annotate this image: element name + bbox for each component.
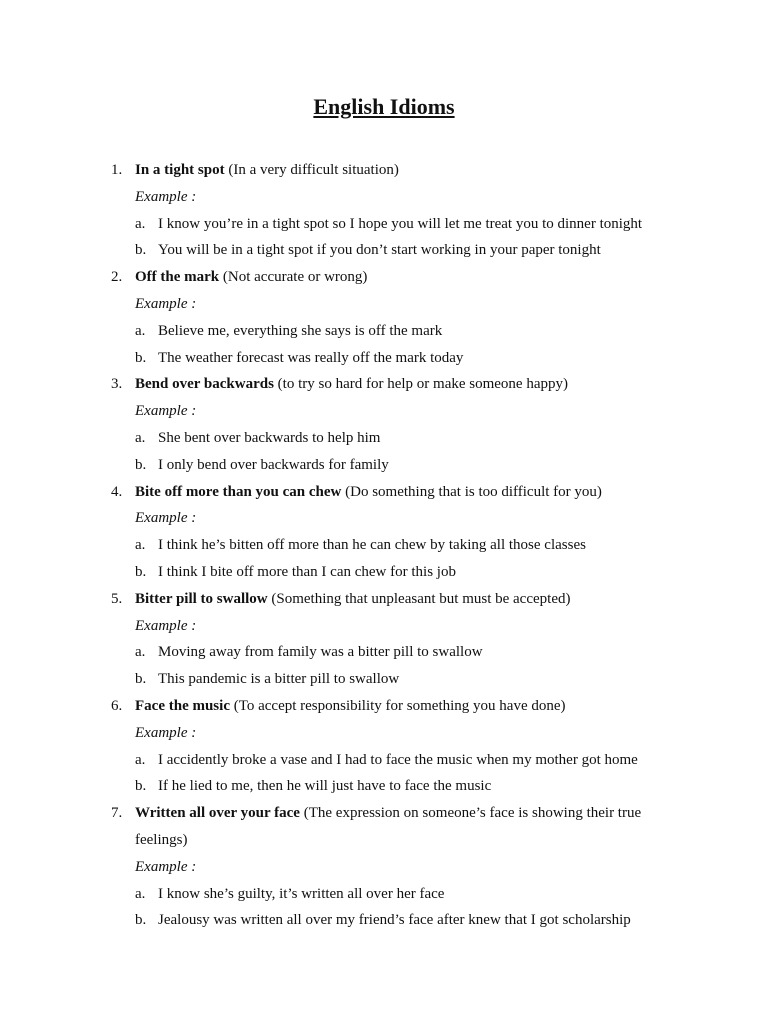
idiom-meaning-continued: feelings) [135,831,188,848]
idiom-meaning: (Something that unpleasant but must be accepted) [271,590,571,607]
example-sentence [0,345,768,372]
idiom-number: 7. [111,805,123,822]
example-letter: a. [135,322,146,339]
example-sentence [0,773,768,800]
example-letter: b. [135,671,147,688]
example-text: Believe me, everything she says is off the mark [158,322,443,339]
example-sentence [0,425,768,452]
example-letter: a. [135,644,146,661]
example-text: I know you’re in a tight spot so I hope you will let me treat you to dinner tonight [158,215,643,232]
idiom-heading-line [0,479,768,506]
idiom-phrase: In a tight spot [135,162,225,178]
example-letter: a. [135,215,146,232]
idiom-phrase: Bend over backwards [135,376,274,393]
example-label: Example : [135,617,197,634]
example-letter: a. [135,429,146,446]
example-label: Example : [135,295,197,312]
idiom-list [0,157,768,934]
example-sentence [0,907,768,934]
example-text: If he lied to me, then he will just have to face the music [158,778,492,795]
idiom-meaning: (In a very difficult situation) [228,162,399,178]
idiom-heading-line [0,693,768,720]
idiom-meaning: (To accept responsibility for something you have done) [233,697,566,714]
idiom-item [0,479,768,586]
page-title: English Idioms [313,94,455,119]
idiom-item [0,800,768,934]
idiom-item [0,693,768,800]
example-sentence [0,666,768,693]
example-sentence [0,318,768,345]
example-sentence [0,881,768,908]
example-sentence [0,532,768,559]
example-letter: b. [135,242,147,259]
example-text: I think I bite off more than I can chew for this job [158,563,456,580]
example-letter: a. [135,885,146,902]
example-label: Example : [135,858,197,875]
idiom-number: 2. [111,269,123,286]
idiom-item [0,371,768,478]
idiom-phrase: Face the music [135,697,230,714]
example-sentence [0,559,768,586]
example-letter: b. [135,563,147,580]
idiom-phrase: Bite off more than you can chew [135,483,342,500]
idiom-number: 6. [111,697,123,714]
example-label: Example : [135,510,197,527]
example-text: The weather forecast was really off the mark today [158,349,464,366]
idiom-phrase: Written all over your face [135,805,300,822]
idiom-number: 1. [111,162,123,178]
idiom-meaning: (Do something that is too difficult for you) [345,483,602,500]
example-label: Example : [135,403,197,420]
idiom-meaning: (The expression on someone’s face is showing their true [303,805,642,822]
example-sentence [0,452,768,479]
example-text: You will be in a tight spot if you don’t start working in your paper tonight [158,242,601,259]
example-label: Example : [135,188,197,205]
example-text: I only bend over backwards for family [158,456,389,473]
idiom-heading-line [0,157,768,184]
idiom-phrase: Off the mark [135,269,220,286]
idiom-heading-line [0,586,768,613]
example-text: I accidently broke a vase and I had to face the music when my mother got home [158,751,638,768]
idiom-meaning: (Not accurate or wrong) [222,269,368,286]
idiom-item [0,586,768,693]
example-label: Example : [135,724,197,741]
example-text: I know she’s guilty, it’s written all over her face [158,885,445,902]
example-text: This pandemic is a bitter pill to swallow [158,671,400,688]
example-sentence [0,639,768,666]
example-sentence [0,211,768,238]
example-sentence [0,237,768,264]
example-sentence [0,747,768,774]
idiom-heading-line [0,264,768,291]
example-text: She bent over backwards to help him [158,429,381,446]
example-letter: b. [135,349,147,366]
idiom-number: 3. [111,376,123,393]
example-letter: a. [135,537,146,554]
idiom-heading-line [0,371,768,398]
idiom-number: 4. [111,483,123,500]
idiom-meaning: (to try so hard for help or make someone happy) [277,376,568,393]
example-letter: a. [135,751,146,768]
idiom-number: 5. [111,590,123,607]
example-letter: b. [135,456,147,473]
idiom-heading-line [0,800,768,827]
example-text: I think he’s bitten off more than he can chew by taking all those classes [158,537,586,554]
idiom-phrase: Bitter pill to swallow [135,590,268,607]
idiom-item [0,157,768,264]
example-text: Moving away from family was a bitter pill to swallow [158,644,483,661]
example-letter: b. [135,778,147,795]
idiom-item [0,264,768,371]
example-text: Jealousy was written all over my friend’s face after knew that I got scholarship [158,912,631,929]
example-letter: b. [135,912,147,929]
